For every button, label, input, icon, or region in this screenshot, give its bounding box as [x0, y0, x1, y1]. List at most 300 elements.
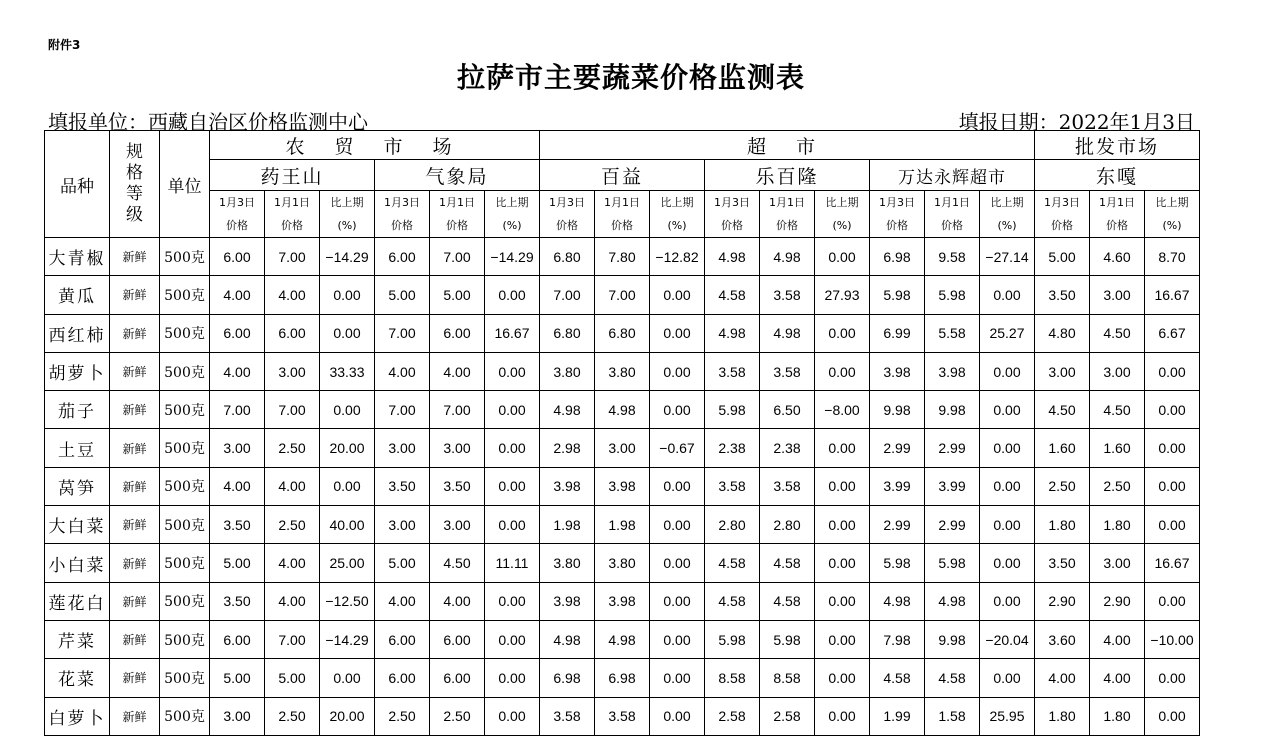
price-cell: 0.00: [980, 429, 1035, 467]
price-cell: 4.58: [760, 544, 815, 582]
date1-price-header: 1月3日 价格: [540, 191, 595, 238]
price-cell: 3.00: [1035, 352, 1090, 390]
price-cell: −14.29: [485, 238, 540, 276]
price-cell: 6.80: [540, 238, 595, 276]
price-cell: 4.00: [265, 582, 320, 620]
unit-header: 单位: [160, 131, 210, 238]
price-cell: 4.50: [1090, 314, 1145, 352]
price-cell: −10.00: [1145, 620, 1200, 658]
date1-price-header: 1月3日 价格: [210, 191, 265, 238]
price-cell: 2.50: [265, 429, 320, 467]
price-cell: 0.00: [815, 314, 870, 352]
price-cell: 4.58: [705, 544, 760, 582]
price-cell: 6.00: [375, 620, 430, 658]
unit-cell: 500克: [160, 314, 210, 352]
price-cell: 4.98: [705, 238, 760, 276]
price-cell: 4.58: [705, 276, 760, 314]
price-cell: 3.00: [430, 506, 485, 544]
date2-price-header: 1月1日 价格: [430, 191, 485, 238]
price-cell: 5.00: [210, 544, 265, 582]
price-cell: 5.98: [925, 276, 980, 314]
spec-header: 规 格 等 级: [110, 131, 160, 238]
price-cell: 4.60: [1090, 238, 1145, 276]
price-cell: 0.00: [1145, 391, 1200, 429]
price-cell: 0.00: [980, 352, 1035, 390]
unit-cell: 500克: [160, 391, 210, 429]
price-cell: 8.58: [705, 659, 760, 697]
price-cell: 3.60: [1035, 620, 1090, 658]
price-cell: 2.58: [705, 697, 760, 735]
vegetable-name: 大青椒: [45, 238, 110, 276]
price-cell: 3.00: [375, 506, 430, 544]
price-cell: 0.00: [650, 506, 705, 544]
price-cell: 4.50: [1090, 391, 1145, 429]
price-cell: 0.00: [1145, 697, 1200, 735]
price-cell: 7.00: [375, 314, 430, 352]
spec-grade: 新鲜: [110, 276, 160, 314]
price-cell: 3.80: [540, 544, 595, 582]
price-cell: 0.00: [815, 697, 870, 735]
table-row: [45, 506, 1200, 544]
price-cell: 3.58: [705, 467, 760, 505]
table-row: [45, 697, 1200, 735]
vegetable-name: 黄瓜: [45, 276, 110, 314]
price-cell: 3.00: [430, 429, 485, 467]
price-cell: 33.33: [320, 352, 375, 390]
date1-price-header: 1月3日 价格: [870, 191, 925, 238]
price-cell: 4.00: [375, 582, 430, 620]
price-cell: 2.58: [760, 697, 815, 735]
price-cell: 7.00: [540, 276, 595, 314]
price-cell: 0.00: [485, 697, 540, 735]
price-cell: 3.00: [1090, 352, 1145, 390]
price-cell: 5.58: [925, 314, 980, 352]
price-cell: 0.00: [650, 620, 705, 658]
price-cell: 3.00: [1090, 544, 1145, 582]
table-row: [45, 467, 1200, 505]
price-cell: 7.00: [265, 238, 320, 276]
price-cell: 2.38: [760, 429, 815, 467]
price-cell: 4.00: [430, 582, 485, 620]
table-row: [45, 238, 1200, 276]
price-cell: 0.00: [320, 314, 375, 352]
price-cell: 3.50: [375, 467, 430, 505]
price-cell: 3.00: [375, 429, 430, 467]
price-cell: 0.00: [320, 659, 375, 697]
price-cell: 7.00: [430, 238, 485, 276]
page-title: 拉萨市主要蔬菜价格监测表: [456, 61, 805, 94]
table-row: [45, 659, 1200, 697]
price-cell: 9.98: [925, 391, 980, 429]
price-cell: 0.00: [650, 352, 705, 390]
price-cell: −20.04: [980, 620, 1035, 658]
price-cell: 0.00: [485, 391, 540, 429]
price-cell: 6.00: [210, 314, 265, 352]
price-cell: 5.98: [705, 620, 760, 658]
reporting-date: 填报日期：2022年1月3日: [958, 110, 1195, 134]
price-cell: 3.00: [1090, 276, 1145, 314]
price-cell: 3.00: [210, 429, 265, 467]
price-cell: 4.00: [265, 544, 320, 582]
price-cell: 0.00: [1145, 659, 1200, 697]
price-cell: 40.00: [320, 506, 375, 544]
price-cell: 3.58: [595, 697, 650, 735]
price-cell: 4.00: [210, 276, 265, 314]
price-cell: 0.00: [1145, 506, 1200, 544]
price-cell: 4.00: [210, 467, 265, 505]
price-cell: 7.00: [595, 276, 650, 314]
price-cell: 6.00: [210, 238, 265, 276]
price-cell: 2.50: [375, 697, 430, 735]
vegetable-name: 白萝卜: [45, 697, 110, 735]
price-cell: 7.00: [430, 391, 485, 429]
price-cell: 5.98: [870, 276, 925, 314]
vegetable-name: 莲花白: [45, 582, 110, 620]
price-cell: 0.00: [815, 467, 870, 505]
price-cell: 0.00: [815, 429, 870, 467]
reporting-unit: 填报单位：西藏自治区价格监测中心: [48, 110, 368, 134]
date2-price-header: 1月1日 价格: [265, 191, 320, 238]
price-cell: 0.00: [320, 391, 375, 429]
price-cell: 0.00: [650, 659, 705, 697]
unit-cell: 500克: [160, 352, 210, 390]
price-cell: 3.80: [595, 352, 650, 390]
market-header: 东嘎: [1035, 160, 1200, 191]
price-cell: 20.00: [320, 697, 375, 735]
price-cell: 3.50: [430, 467, 485, 505]
price-cell: 2.98: [540, 429, 595, 467]
table-row: [45, 582, 1200, 620]
price-cell: −12.50: [320, 582, 375, 620]
price-cell: 1.58: [925, 697, 980, 735]
price-cell: 4.58: [760, 582, 815, 620]
price-cell: 0.00: [650, 391, 705, 429]
market-header: 万达永辉超市: [870, 160, 1035, 191]
price-cell: 6.00: [430, 620, 485, 658]
price-cell: 6.50: [760, 391, 815, 429]
price-cell: 27.93: [815, 276, 870, 314]
spec-grade: 新鲜: [110, 467, 160, 505]
price-cell: 3.98: [925, 352, 980, 390]
price-cell: 2.80: [705, 506, 760, 544]
price-cell: 0.00: [485, 276, 540, 314]
price-cell: 2.50: [265, 506, 320, 544]
spec-grade: 新鲜: [110, 352, 160, 390]
market-header: 气象局: [375, 160, 540, 191]
wholesale-market-group-header: 批发市场: [1035, 131, 1200, 160]
price-cell: 2.99: [870, 429, 925, 467]
vegetable-name: 西红柿: [45, 314, 110, 352]
price-cell: 0.00: [485, 620, 540, 658]
price-cell: 8.70: [1145, 238, 1200, 276]
price-cell: 3.00: [265, 352, 320, 390]
price-cell: 6.98: [595, 659, 650, 697]
price-cell: 0.00: [650, 276, 705, 314]
price-cell: 6.00: [375, 659, 430, 697]
price-cell: 4.80: [1035, 314, 1090, 352]
table-row: [45, 544, 1200, 582]
price-cell: 3.58: [760, 352, 815, 390]
market-header: 药王山: [210, 160, 375, 191]
price-cell: 7.00: [210, 391, 265, 429]
vegetable-name: 莴笋: [45, 467, 110, 505]
spec-grade: 新鲜: [110, 391, 160, 429]
price-cell: 6.99: [870, 314, 925, 352]
vegetable-name: 茄子: [45, 391, 110, 429]
price-cell: −12.82: [650, 238, 705, 276]
price-cell: 5.00: [375, 276, 430, 314]
spec-grade: 新鲜: [110, 620, 160, 658]
price-table: [44, 130, 1200, 736]
price-cell: −14.29: [320, 238, 375, 276]
price-cell: 0.00: [815, 352, 870, 390]
price-cell: 0.00: [980, 659, 1035, 697]
price-cell: 3.58: [705, 352, 760, 390]
price-cell: 2.50: [430, 697, 485, 735]
price-cell: 5.00: [210, 659, 265, 697]
price-cell: 0.00: [650, 582, 705, 620]
price-cell: 2.99: [925, 506, 980, 544]
price-cell: 20.00: [320, 429, 375, 467]
price-cell: 3.98: [540, 582, 595, 620]
price-cell: 6.00: [430, 314, 485, 352]
price-cell: 0.00: [815, 659, 870, 697]
price-cell: 1.80: [1035, 697, 1090, 735]
price-cell: 3.99: [925, 467, 980, 505]
price-cell: 4.98: [705, 314, 760, 352]
price-cell: 0.00: [980, 276, 1035, 314]
price-cell: 1.98: [540, 506, 595, 544]
price-cell: 5.98: [705, 391, 760, 429]
price-cell: 9.98: [870, 391, 925, 429]
vegetable-name: 胡萝卜: [45, 352, 110, 390]
price-cell: 25.00: [320, 544, 375, 582]
price-cell: 5.98: [925, 544, 980, 582]
farm-market-group-header: 农 贸 市 场: [210, 131, 540, 160]
price-cell: 4.50: [1035, 391, 1090, 429]
price-cell: 3.98: [870, 352, 925, 390]
price-cell: 3.58: [540, 697, 595, 735]
price-cell: 25.27: [980, 314, 1035, 352]
change-percent-header: 比上期 (%): [1145, 191, 1200, 238]
price-cell: 4.00: [1035, 659, 1090, 697]
price-cell: 3.50: [210, 506, 265, 544]
price-cell: 3.50: [1035, 276, 1090, 314]
price-cell: 0.00: [650, 544, 705, 582]
table-row: [45, 352, 1200, 390]
attachment-label: 附件3: [48, 38, 81, 52]
price-cell: 5.00: [375, 544, 430, 582]
price-cell: 4.00: [210, 352, 265, 390]
price-cell: 4.98: [595, 620, 650, 658]
price-cell: 7.00: [375, 391, 430, 429]
price-cell: 16.67: [485, 314, 540, 352]
price-cell: 6.00: [430, 659, 485, 697]
market-header: 百益: [540, 160, 705, 191]
vegetable-name: 土豆: [45, 429, 110, 467]
price-cell: 1.80: [1090, 506, 1145, 544]
spec-grade: 新鲜: [110, 429, 160, 467]
price-cell: 0.00: [485, 467, 540, 505]
price-cell: 4.98: [925, 582, 980, 620]
price-cell: 6.80: [540, 314, 595, 352]
change-percent-header: 比上期 (%): [980, 191, 1035, 238]
unit-cell: 500克: [160, 467, 210, 505]
price-cell: 6.98: [870, 238, 925, 276]
price-cell: 4.00: [1090, 659, 1145, 697]
price-cell: 0.00: [650, 467, 705, 505]
price-cell: 4.98: [760, 238, 815, 276]
date1-price-header: 1月3日 价格: [1035, 191, 1090, 238]
price-cell: 2.50: [1090, 467, 1145, 505]
price-cell: 11.11: [485, 544, 540, 582]
price-cell: 3.50: [210, 582, 265, 620]
change-percent-header: 比上期 (%): [320, 191, 375, 238]
price-cell: 0.00: [1145, 429, 1200, 467]
spec-grade: 新鲜: [110, 697, 160, 735]
price-cell: 1.80: [1090, 697, 1145, 735]
price-cell: 16.67: [1145, 276, 1200, 314]
price-cell: 2.38: [705, 429, 760, 467]
price-cell: 0.00: [815, 620, 870, 658]
price-cell: 0.00: [980, 544, 1035, 582]
unit-cell: 500克: [160, 238, 210, 276]
change-percent-header: 比上期 (%): [815, 191, 870, 238]
date2-price-header: 1月1日 价格: [1090, 191, 1145, 238]
spec-grade: 新鲜: [110, 544, 160, 582]
spec-grade: 新鲜: [110, 506, 160, 544]
price-cell: 2.99: [925, 429, 980, 467]
unit-cell: 500克: [160, 659, 210, 697]
price-cell: 3.58: [760, 276, 815, 314]
price-cell: 0.00: [815, 506, 870, 544]
price-cell: 7.80: [595, 238, 650, 276]
price-cell: 3.00: [210, 697, 265, 735]
price-cell: −14.29: [320, 620, 375, 658]
price-cell: 4.58: [925, 659, 980, 697]
price-cell: 7.00: [265, 620, 320, 658]
price-cell: 3.98: [595, 582, 650, 620]
price-cell: 4.00: [265, 276, 320, 314]
price-cell: 0.00: [1145, 352, 1200, 390]
price-cell: 1.98: [595, 506, 650, 544]
vegetable-name: 芹菜: [45, 620, 110, 658]
price-cell: 4.98: [540, 391, 595, 429]
unit-cell: 500克: [160, 697, 210, 735]
change-percent-header: 比上期 (%): [485, 191, 540, 238]
vegetable-name: 小白菜: [45, 544, 110, 582]
price-cell: 2.99: [870, 506, 925, 544]
price-cell: 3.80: [540, 352, 595, 390]
table-row: [45, 314, 1200, 352]
price-cell: 3.98: [540, 467, 595, 505]
vegetable-name: 花菜: [45, 659, 110, 697]
price-cell: 4.98: [870, 582, 925, 620]
price-cell: 0.00: [815, 238, 870, 276]
price-cell: 4.98: [540, 620, 595, 658]
spec-grade: 新鲜: [110, 582, 160, 620]
date2-price-header: 1月1日 价格: [595, 191, 650, 238]
unit-cell: 500克: [160, 620, 210, 658]
table-row: [45, 620, 1200, 658]
price-cell: 1.60: [1035, 429, 1090, 467]
price-cell: 0.00: [980, 582, 1035, 620]
price-cell: 0.00: [980, 467, 1035, 505]
table-row: [45, 276, 1200, 314]
price-cell: 25.95: [980, 697, 1035, 735]
unit-cell: 500克: [160, 429, 210, 467]
price-cell: 9.58: [925, 238, 980, 276]
price-cell: −8.00: [815, 391, 870, 429]
price-cell: 0.00: [320, 276, 375, 314]
change-percent-header: 比上期 (%): [650, 191, 705, 238]
price-cell: 0.00: [815, 582, 870, 620]
date1-price-header: 1月3日 价格: [375, 191, 430, 238]
unit-cell: 500克: [160, 582, 210, 620]
price-cell: 4.00: [1090, 620, 1145, 658]
price-cell: 6.00: [210, 620, 265, 658]
price-cell: 2.80: [760, 506, 815, 544]
price-cell: 5.00: [265, 659, 320, 697]
price-cell: 4.58: [705, 582, 760, 620]
price-cell: 2.90: [1090, 582, 1145, 620]
price-cell: 0.00: [485, 429, 540, 467]
price-cell: 6.00: [375, 238, 430, 276]
price-cell: 5.00: [430, 276, 485, 314]
price-cell: 7.98: [870, 620, 925, 658]
price-cell: 2.90: [1035, 582, 1090, 620]
price-cell: 1.80: [1035, 506, 1090, 544]
price-cell: 0.00: [1145, 467, 1200, 505]
price-cell: 4.00: [430, 352, 485, 390]
price-cell: 3.00: [595, 429, 650, 467]
unit-cell: 500克: [160, 544, 210, 582]
price-cell: 5.00: [1035, 238, 1090, 276]
date1-price-header: 1月3日 价格: [705, 191, 760, 238]
price-cell: 6.67: [1145, 314, 1200, 352]
price-cell: 4.50: [430, 544, 485, 582]
price-cell: 9.98: [925, 620, 980, 658]
unit-cell: 500克: [160, 506, 210, 544]
date2-price-header: 1月1日 价格: [925, 191, 980, 238]
price-cell: 16.67: [1145, 544, 1200, 582]
price-cell: 6.00: [265, 314, 320, 352]
price-cell: 0.00: [815, 544, 870, 582]
price-cell: 5.98: [760, 620, 815, 658]
price-cell: 4.00: [375, 352, 430, 390]
price-cell: 0.00: [980, 391, 1035, 429]
price-cell: 6.98: [540, 659, 595, 697]
price-cell: 0.00: [485, 352, 540, 390]
price-cell: 6.80: [595, 314, 650, 352]
price-cell: 2.50: [1035, 467, 1090, 505]
price-cell: 3.80: [595, 544, 650, 582]
price-cell: 0.00: [485, 659, 540, 697]
spec-grade: 新鲜: [110, 659, 160, 697]
table-row: [45, 391, 1200, 429]
price-cell: −0.67: [650, 429, 705, 467]
price-cell: 0.00: [980, 506, 1035, 544]
price-cell: 0.00: [485, 582, 540, 620]
price-cell: 2.50: [265, 697, 320, 735]
price-cell: 0.00: [650, 697, 705, 735]
price-cell: 3.98: [595, 467, 650, 505]
market-header: 乐百隆: [705, 160, 870, 191]
price-cell: −27.14: [980, 238, 1035, 276]
price-cell: 0.00: [320, 467, 375, 505]
vegetable-name: 大白菜: [45, 506, 110, 544]
unit-cell: 500克: [160, 276, 210, 314]
